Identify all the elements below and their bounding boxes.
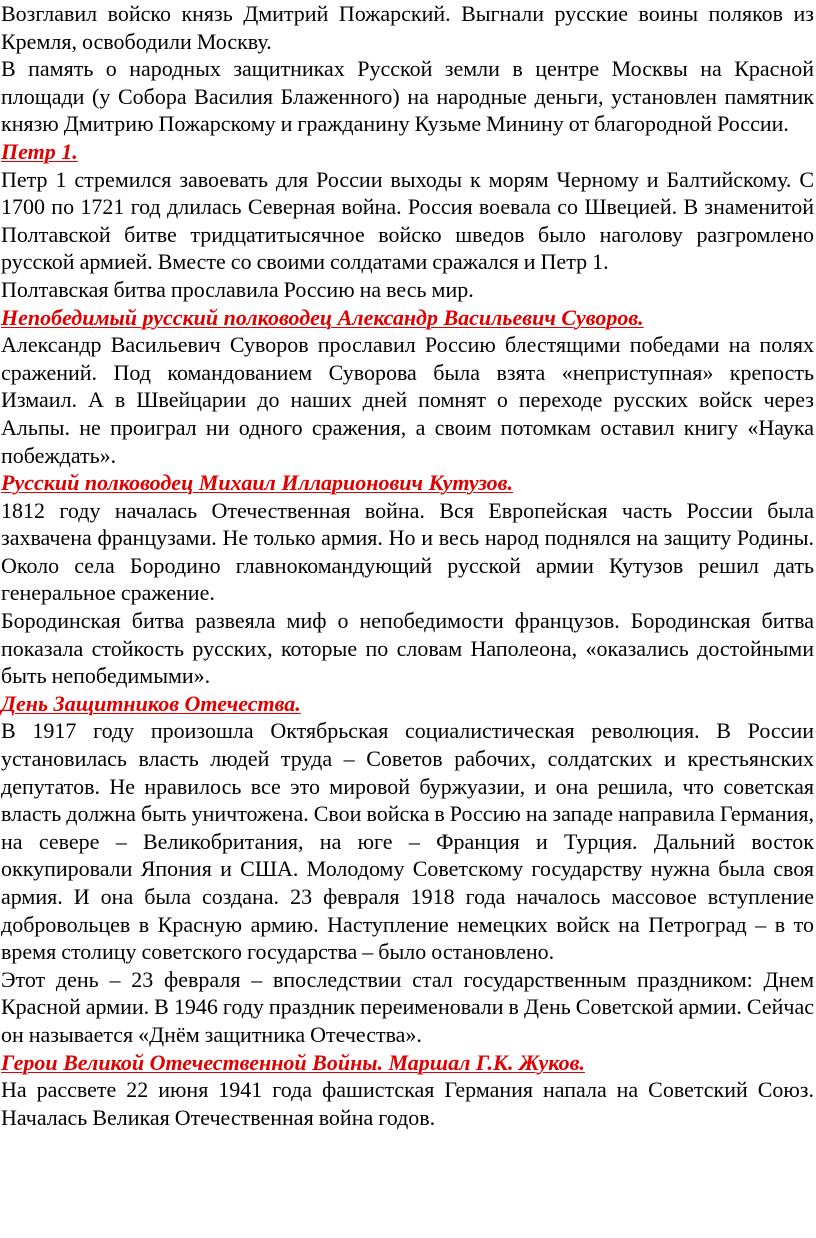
paragraph-poltava-glory: Полтавская битва прославила Россию на весь мир. — [1, 276, 474, 302]
paragraph-borodino: Бородинская битва развеяла миф о непобедимости французов. Бородинская битва показала стойкость русских, которые по словам Наполеона, «оказались достойными быть непобедимыми». — [1, 608, 814, 689]
heading-zhukov: Герои Великой Отечественной Войны. Маршал Г.К. Жуков. — [1, 1049, 585, 1075]
paragraph-revolution-1917: В 1917 году произошла Октябрьская социалистическая революция. В России установилась власть людей труда – Советов рабочих, солдатских и крестьянских депутатов. Не нравилось все это мировой буржуазии, и она решила, что советская власть должна быть уничтожена. Свои войска в Россию на западе направила Германия, на севере – Великобритания, на юге – Франция и Турция. Дальний восток оккупировали Япония и США. Молодому Советскому государству нужна была своя армия. И она была создана. 23 февраля 1918 года началось массовое вступление добровольцев в Красную армию. Наступление немецких войск на Петроград – в то время столицу советского государства – было остановлено. — [1, 718, 814, 965]
paragraph-patriotic-war-1812: 1812 году началась Отечественная война. Вся Европейская часть России была захвачена французами. Не только армия. Но и весь народ поднялся на защиту Родины. Около села Бородино главнокомандующий русской армии Кутузов решил дать генеральное сражение. — [1, 497, 814, 606]
heading-defenders-day: День Защитников Отечества. — [1, 690, 301, 716]
paragraph-june-22-1941: На рассвете 22 июня 1941 года фашистская Германия напала на Советский Союз. Началась Великая Отечественная война годов. — [1, 1077, 814, 1130]
paragraph-pozharsky-victory: Возглавил войско князь Дмитрий Пожарский. Выгнали русские воины поляков из Кремля, освободили Москву. — [1, 1, 814, 54]
paragraph-suvorov: Александр Васильевич Суворов прославил Россию блестящими победами на полях сражений. Под командованием Суворова была взята «неприступная» крепость Измаил. А в Швейцарии до наших дней помнят о переходе русских войск через Альпы. не проиграл ни одного сражения, а своим потомкам оставил книгу «Наука побеждать». — [1, 332, 814, 468]
paragraph-northern-war: Петр 1 стремился завоевать для России выходы к морям Черному и Балтийскому. С 1700 по 1721 год длилась Северная война. Россия воевала со Швецией. В знаменитой Полтавской битве тридцатитысячное войско шведов было наголову разгромлено русской армией. Вместе со своими солдатами сражался и Петр 1. — [1, 166, 814, 275]
heading-kutuzov: Русский полководец Михаил Илларионович Кутузов. — [1, 470, 513, 496]
paragraph-february-23: Этот день – 23 февраля – впоследствии стал государственным праздником: Днем Красной армии. В 1946 году праздник переименовали в День Советской армии. Сейчас он называется «Днём защитника Отечества». — [1, 966, 814, 1047]
heading-peter-first: Петр 1. — [1, 138, 78, 164]
paragraph-minin-pozharsky-monument: В память о народных защитниках Русской земли в центре Москвы на Красной площади (у Собора Василия Блаженного) на народные деньги, установлен памятник князю Дмитрию Пожарскому и гражданину Кузьме Минину от благородной России. — [1, 56, 814, 137]
heading-suvorov: Непобедимый русский полководец Александр Васильевич Суворов. — [1, 304, 644, 330]
